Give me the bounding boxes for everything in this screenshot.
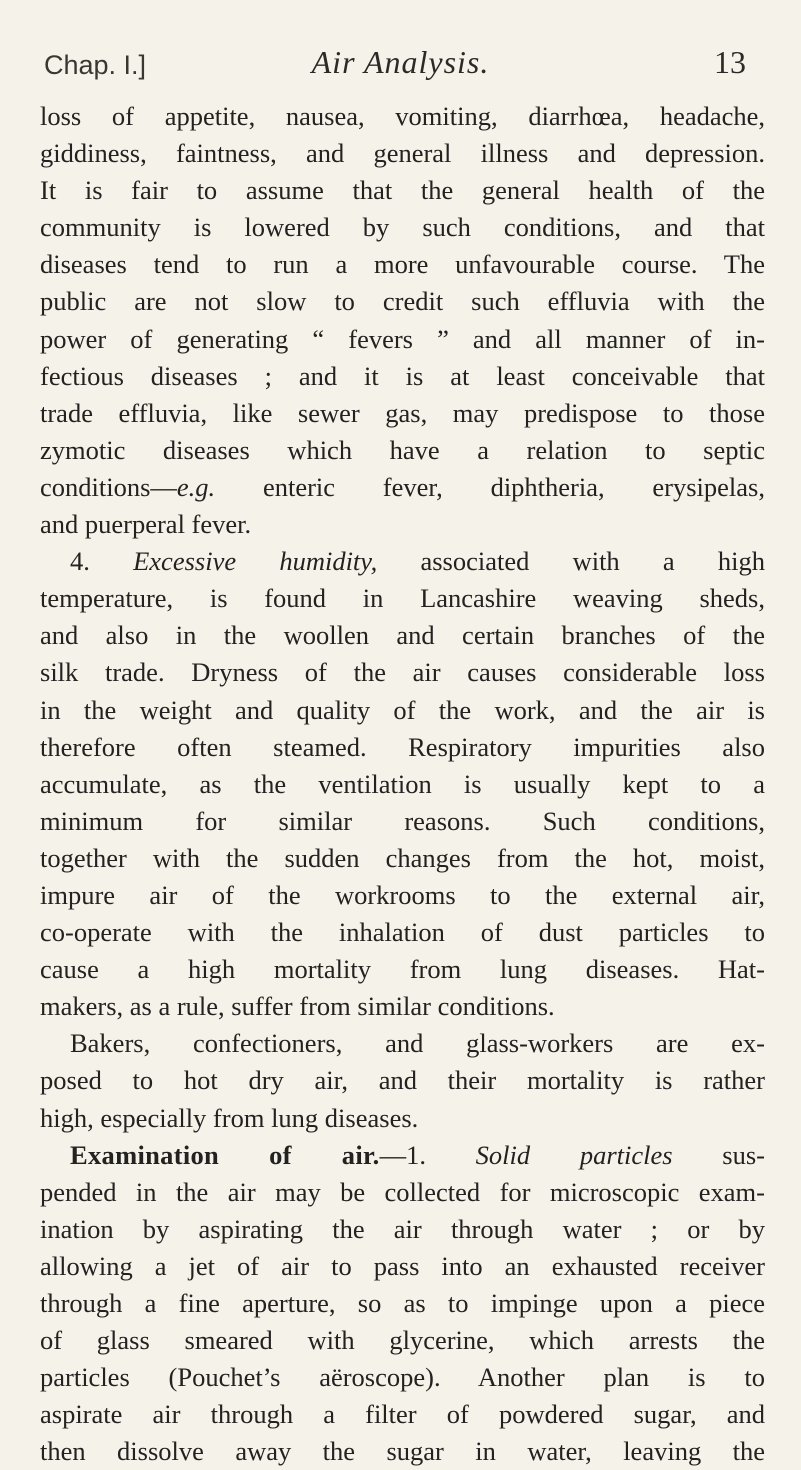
text-run: loss of appetite, nausea, vomiting, diarrhœa, headache, (40, 101, 765, 131)
text-line (40, 1137, 765, 1174)
italic-text: Excessive humidity, (133, 546, 378, 577)
text-run: impure air of the workrooms to the external air, (40, 879, 765, 910)
text-run: conditions— (40, 471, 177, 502)
text-line (40, 617, 765, 654)
text-run: power of generating “ fevers ” and all manner of in- (40, 323, 765, 354)
text-run: public are not slow to credit such effluvia with the (40, 286, 765, 317)
text-run: pended in the air may be collected for microscopic exam- (40, 1176, 765, 1207)
text-run: cause a high mortality from lung diseases. Hat- (40, 954, 765, 985)
text-run: posed to hot dry air, and their mortality is rather (40, 1065, 765, 1096)
text-line (40, 1025, 765, 1062)
text-line (40, 543, 765, 580)
text-line (40, 135, 765, 172)
body-text (40, 98, 765, 1470)
text-line (40, 877, 765, 914)
text-run: fectious diseases ; and it is at least conceivable that (40, 360, 765, 391)
text-run: enteric fever, diphtheria, erysipelas, (215, 471, 765, 502)
section-heading: Examination of air. (70, 1139, 380, 1170)
text-run: then dissolve away the sugar in water, leaving the (40, 1436, 765, 1467)
text-run: Bakers, confectioners, and glass-workers are ex- (70, 1028, 765, 1059)
text-line (40, 1285, 765, 1322)
text-line (40, 321, 765, 358)
text-run: high, especially from lung diseases. (40, 1102, 419, 1133)
text-line (40, 98, 765, 135)
text-line (40, 580, 765, 617)
running-header (0, 44, 801, 84)
text-line (40, 283, 765, 320)
text-line (40, 172, 765, 209)
text-run: ination by aspirating the air through water ; or by (40, 1213, 765, 1244)
text-run: minimum for similar reasons. Such conditions, (40, 805, 765, 836)
text-line (40, 1211, 765, 1248)
text-line (40, 766, 765, 803)
text-run: and puerperal fever. (40, 509, 252, 540)
text-line (40, 1100, 765, 1137)
text-line (40, 395, 765, 432)
text-run: aspirate air through a filter of powdered sugar, and (40, 1399, 765, 1430)
text-run: allowing a jet of air to pass into an exhausted receiver (40, 1250, 765, 1281)
text-run: zymotic diseases which have a relation to septic (40, 434, 765, 465)
text-run: accumulate, as the ventilation is usually kept to a (40, 768, 765, 799)
text-line (40, 1062, 765, 1099)
text-run: therefore often steamed. Respiratory impurities also (40, 731, 765, 762)
text-line (40, 1248, 765, 1285)
text-run: and also in the woollen and certain branches of the (40, 620, 765, 651)
text-line (40, 1359, 765, 1396)
text-line (40, 1322, 765, 1359)
text-run: of glass smeared with glycerine, which arrests the (40, 1325, 765, 1356)
running-title: Air Analysis. (311, 44, 490, 80)
text-line (40, 951, 765, 988)
text-run: silk trade. Dryness of the air causes considerable loss (40, 657, 765, 688)
text-line (40, 840, 765, 877)
text-run: diseases tend to run a more unfavourable course. The (40, 249, 765, 280)
text-run: particles (Pouchet’s aëroscope). Another plan is to (40, 1362, 765, 1393)
italic-text: Solid particles (475, 1139, 673, 1170)
text-line (40, 209, 765, 246)
chapter-marker: Chap. I.] (44, 50, 147, 80)
text-line (40, 506, 765, 543)
text-line (40, 246, 765, 283)
text-run: 4. (70, 546, 134, 577)
text-run: community is lowered by such conditions, and that (40, 212, 765, 243)
text-line (40, 358, 765, 395)
text-line (40, 654, 765, 691)
text-line (40, 1174, 765, 1211)
text-run: in the weight and quality of the work, and the air is (40, 694, 765, 725)
text-line (40, 432, 765, 469)
text-line (40, 469, 765, 506)
text-line (40, 692, 765, 729)
page-number: 13 (714, 44, 746, 80)
text-line (40, 1433, 765, 1470)
text-line (40, 914, 765, 951)
text-line (40, 988, 765, 1025)
text-run: trade effluvia, like sewer gas, may predispose to those (40, 397, 765, 428)
text-line (40, 803, 765, 840)
text-run: sus- (672, 1139, 766, 1170)
text-run: makers, as a rule, suffer from similar conditions. (40, 991, 555, 1022)
text-line (40, 1396, 765, 1433)
text-run: associated with a high (377, 546, 766, 577)
text-run: —1. (379, 1139, 476, 1170)
text-line (40, 729, 765, 766)
text-run: co-operate with the inhalation of dust particles to (40, 917, 765, 948)
text-run: through a fine aperture, so as to impinge upon a piece (40, 1288, 765, 1318)
text-run: giddiness, faintness, and general illness and depression. (40, 138, 765, 169)
text-run: It is fair to assume that the general health of the (40, 175, 765, 206)
text-run: together with the sudden changes from the hot, moist, (40, 842, 765, 873)
italic-text: e.g. (176, 471, 216, 502)
text-run: temperature, is found in Lancashire weaving sheds, (40, 583, 765, 614)
